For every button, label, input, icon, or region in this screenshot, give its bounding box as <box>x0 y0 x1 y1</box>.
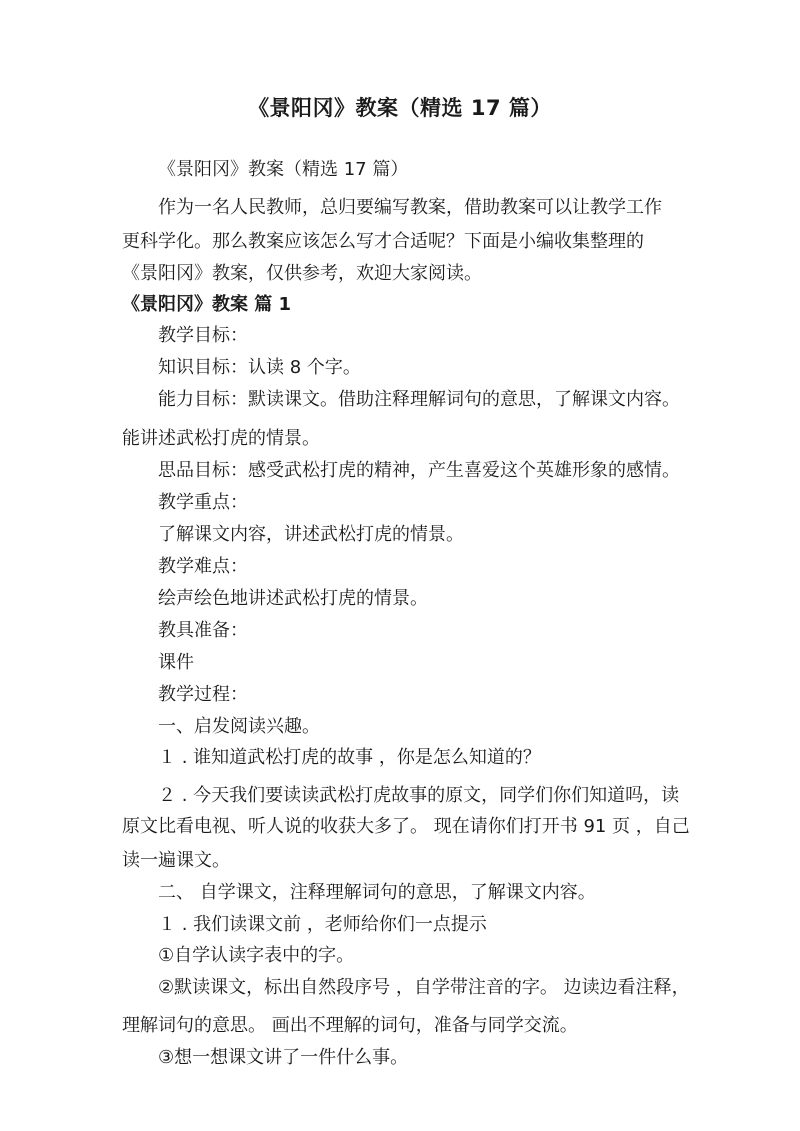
body-line: １ . 谁知道武松打虎的故事 ，你是怎么知道的？ <box>158 747 541 768</box>
body-line: 思品目标：感受武松打虎的精神，产生喜爱这个英雄形象的感情。 <box>158 460 680 481</box>
body-line: ①自学认读字表中的字。 <box>158 945 355 966</box>
body-line: 教学过程： <box>158 684 248 705</box>
document-title: 《景阳冈》教案（精选 17 篇） <box>248 96 552 120</box>
body-line: ③想一想课文讲了一件什么事。 <box>158 1047 409 1068</box>
body-line: 教具准备： <box>158 620 248 641</box>
body-line: 原文比看电视、听人说的收获大多了。 现在请你们打开书 91 页 ，自己 <box>122 816 690 837</box>
body-line: ②默读课文，标出自然段序号 ，自学带注音的字。 边读边看注释， <box>158 977 690 998</box>
body-line: 一、启发阅读兴趣。 <box>158 716 320 737</box>
body-line: 教学目标： <box>158 325 248 346</box>
body-line: 能讲述武松打虎的情景。 <box>122 428 320 449</box>
intro-line: 《景阳冈》教案，仅供参考，欢迎大家阅读。 <box>122 263 482 284</box>
body-line: 读一遍课文。 <box>122 850 230 871</box>
intro-line: 作为一名人民教师，总归要编写教案，借助教案可以让教学工作 <box>158 197 662 218</box>
document-subtitle: 《景阳冈》教案（精选 17 篇） <box>158 159 409 180</box>
body-line: 了解课文内容，讲述武松打虎的情景。 <box>158 524 464 545</box>
intro-line: 更科学化。那么教案应该怎么写才合适呢？下面是小编收集整理的 <box>122 231 644 252</box>
body-line: 知识目标：认读 8 个字。 <box>158 357 361 378</box>
body-line: 能力目标：默读课文。借助注释理解词句的意思，了解课文内容。 <box>158 389 680 410</box>
body-line: 课件 <box>158 652 194 673</box>
body-line: 教学重点： <box>158 492 248 513</box>
body-line: 二、 自学课文，注释理解词句的意思，了解课文内容。 <box>158 882 596 903</box>
body-line: ２ . 今天我们要读读武松打虎故事的原文，同学们你们知道吗，读 <box>158 785 680 806</box>
body-line: 绘声绘色地讲述武松打虎的情景。 <box>158 588 428 609</box>
body-line: 教学难点： <box>158 556 248 577</box>
section-heading: 《景阳冈》教案 篇 1 <box>122 294 292 315</box>
body-line: １ . 我们读课文前 ，老师给你们一点提示 <box>158 914 487 935</box>
body-line: 理解词句的意思。 画出不理解的词句，准备与同学交流。 <box>122 1015 578 1036</box>
